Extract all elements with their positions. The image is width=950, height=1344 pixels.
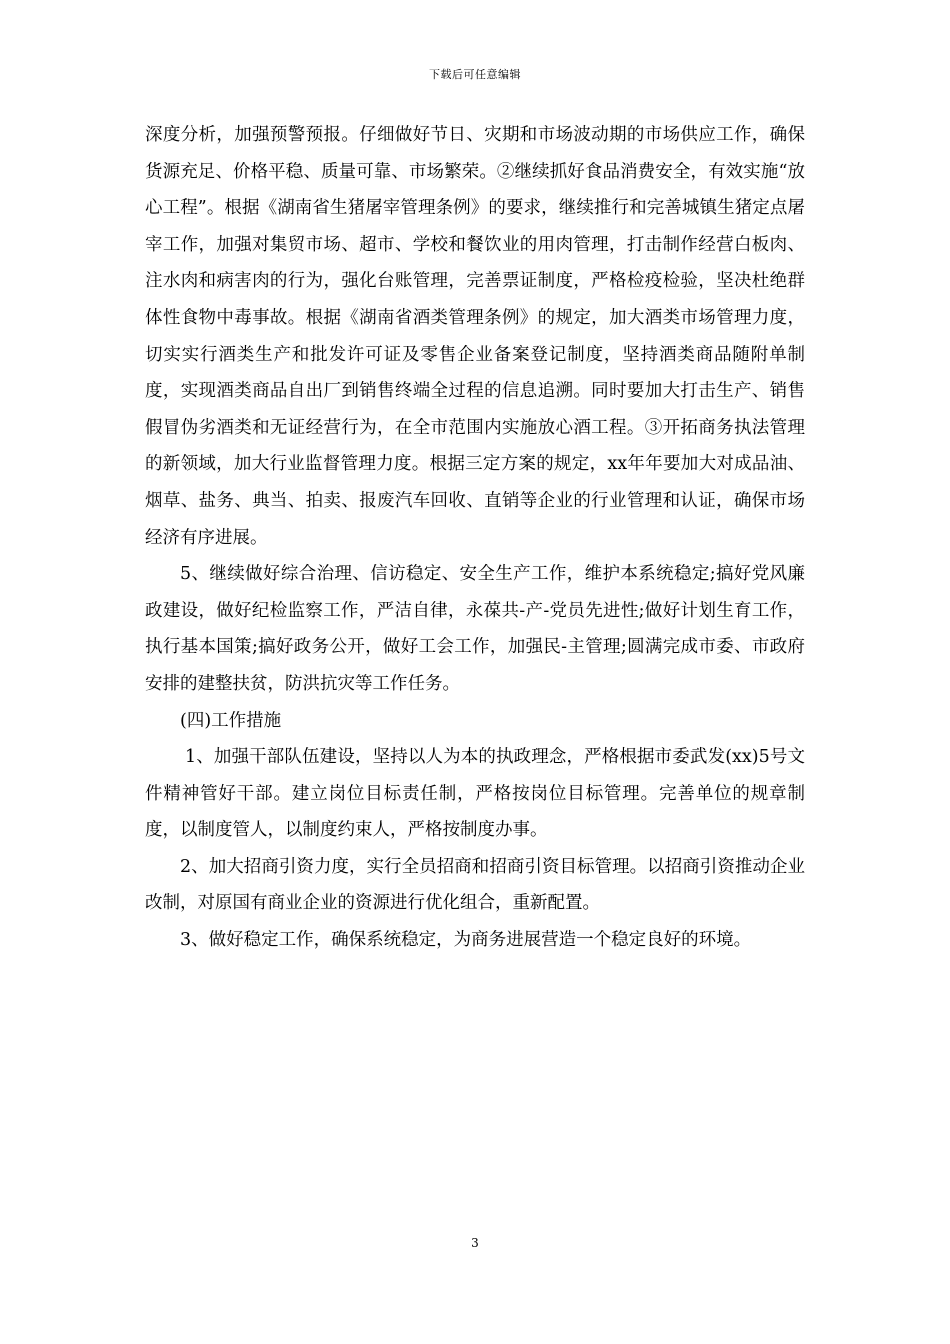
paragraph-1: 深度分析，加强预警预报。仔细做好节日、灾期和市场波动期的市场供应工作，确保货源充足、价格平稳、质量可靠、市场繁荣。②继续抓好食品消费安全，有效实施“放心工程”。根据《湖南省生猪屠宰管理条例》的要求，继续推行和完善城镇生猪定点屠宰工作，加强对集贸市场、超市、学校和餐饮业的用肉管理，打击制作经营白板肉、注水肉和病害肉的行为，强化台账管理，完善票证制度，严格检疫检验，坚决杜绝群体性食物中毒事故。根据《湖南省酒类管理条例》的规定，加大酒类市场管理力度，切实实行酒类生产和批发许可证及零售企业备案登记制度，坚持酒类商品随附单制度，实现酒类商品自出厂到销售终端全过程的信息追溯。同时要加大打击生产、销售假冒伪劣酒类和无证经营行为，在全市范围内实施放心酒工程。③开拓商务执法管理的新领域，加大行业监督管理力度。根据三定方案的规定，xx年年要加大对成品油、烟草、盐务、典当、拍卖、报废汽车回收、直销等企业的行业管理和认证，确保市场经济有序进展。 — [145, 125, 805, 548]
section-heading: (四)工作措施 — [180, 710, 282, 731]
page-number: 3 — [471, 1236, 479, 1250]
paragraph-5: 3、做好稳定工作，确保系统稳定，为商务进展营造一个稳定良好的环境。 — [180, 930, 752, 951]
paragraph-4: 2、加大招商引资力度，实行全员招商和招商引资目标管理。以招商引资推动企业改制，对原国有商业企业的资源进行优化组合，重新配置。 — [145, 856, 805, 914]
paragraph-2: 5、继续做好综合治理、信访稳定、安全生产工作，维护本系统稳定;搞好党风廉政建设，做好纪检监察工作，严洁自律，永葆共-产-党员先进性;做好计划生育工作，执行基本国策;搞好政务公开，做好工会工作，加强民-主管理;圆满完成市委、市政府安排的建整扶贫，防洪抗灾等工作任务。 — [145, 564, 805, 694]
paragraph-3: 1、加强干部队伍建设，坚持以人为本的执政理念，严格根据市委武发(xx)5号文件精神管好干部。建立岗位目标责任制，严格按岗位目标管理。完善单位的规章制度，以制度管人，以制度约束人，严格按制度办事。 — [145, 747, 805, 841]
header-note: 下载后可任意编辑 — [429, 68, 521, 81]
document-body — [145, 117, 805, 959]
